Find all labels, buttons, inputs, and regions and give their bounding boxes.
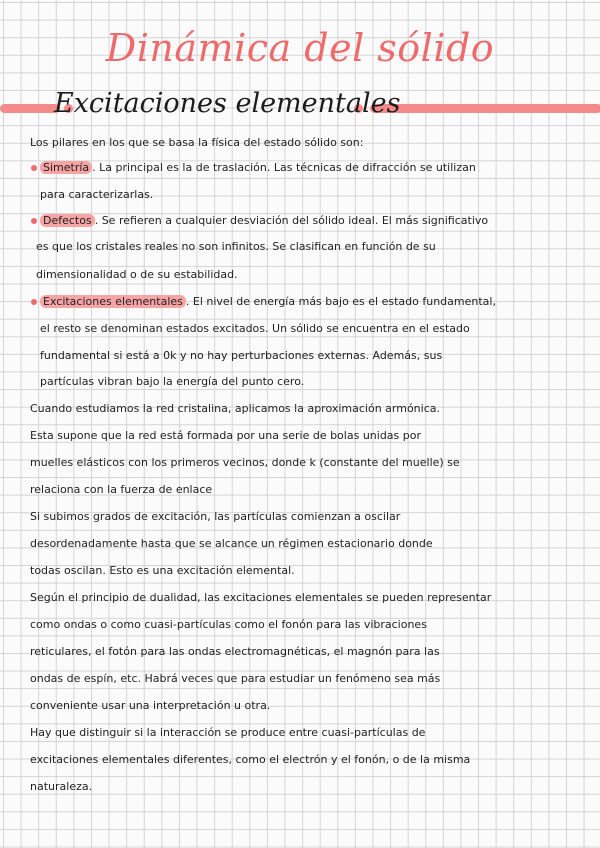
section-title: Excitaciones elementales	[54, 88, 401, 119]
list-item	[40, 161, 476, 175]
intro-text: Los pilares en los que se basa la física del estado sólido son:	[30, 136, 364, 149]
header-band-left	[0, 104, 60, 113]
term-highlight: Defectos	[40, 214, 95, 227]
paragraph-line: todas oscilan. Esto es una excitación elemental.	[30, 564, 295, 577]
list-item-text: el resto se denominan estados excitados. Un sólido se encuentra en el estado	[40, 322, 470, 335]
list-item-text: partículas vibran bajo la energía del punto cero.	[40, 375, 305, 388]
list-item-text: para caracterizarlas.	[40, 188, 154, 201]
bullet-dot	[31, 218, 37, 224]
paragraph-line: ondas de espín, etc. Habrá veces que para estudiar un fenómeno sea más	[30, 672, 441, 685]
paragraph-line: como ondas o como cuasi-partículas como el fonón para las vibraciones	[30, 618, 427, 631]
paragraph-line: Si subimos grados de excitación, las partículas comienzan a oscilar	[30, 510, 401, 523]
term-highlight: Simetría	[40, 161, 92, 174]
list-item-text: es que los cristales reales no son infinitos. Se clasifican en función de su	[36, 240, 436, 253]
list-item-text: . La principal es la de traslación. Las técnicas de difracción se utilizan	[92, 161, 476, 174]
page-title: Dinámica del sólido	[105, 26, 495, 70]
bullet-dot	[31, 165, 37, 171]
paragraph-line: Según el principio de dualidad, las excitaciones elementales se pueden representar	[30, 591, 492, 604]
paragraph-line: Hay que distinguir si la interacción se produce entre cuasi-partículas de	[30, 726, 426, 739]
term-highlight: Excitaciones elementales	[40, 295, 186, 308]
bullet-dot	[31, 299, 37, 305]
paragraph-line: desordenadamente hasta que se alcance un régimen estacionario donde	[30, 537, 433, 550]
list-item-text: . El nivel de energía más bajo es el estado fundamental,	[185, 295, 496, 308]
list-item-text: . Se refieren a cualquier desviación del sólido ideal. El más significativo	[94, 214, 489, 227]
list-item-text: dimensionalidad o de su estabilidad.	[36, 268, 238, 281]
header-band-right	[370, 104, 600, 113]
list-item	[40, 214, 488, 228]
paragraph-line: conveniente usar una interpretación u otra.	[30, 699, 271, 712]
paragraph-line: naturaleza.	[30, 780, 93, 793]
paragraph-line: reticulares, el fotón para las ondas electromagnéticas, el magnón para las	[30, 645, 440, 658]
list-item	[40, 295, 496, 309]
paragraph-line: Esta supone que la red está formada por una serie de bolas unidas por	[30, 429, 421, 442]
paragraph-line: Cuando estudiamos la red cristalina, aplicamos la aproximación armónica.	[30, 402, 440, 415]
paragraph-line: excitaciones elementales diferentes, como el electrón y el fonón, o de la misma	[30, 753, 471, 766]
list-item-text: fundamental si está a 0k y no hay perturbaciones externas. Además, sus	[40, 349, 443, 362]
paragraph-line: muelles elásticos con los primeros vecinos, donde k (constante del muelle) se	[30, 456, 460, 469]
paragraph-line: relaciona con la fuerza de enlace	[30, 483, 213, 496]
